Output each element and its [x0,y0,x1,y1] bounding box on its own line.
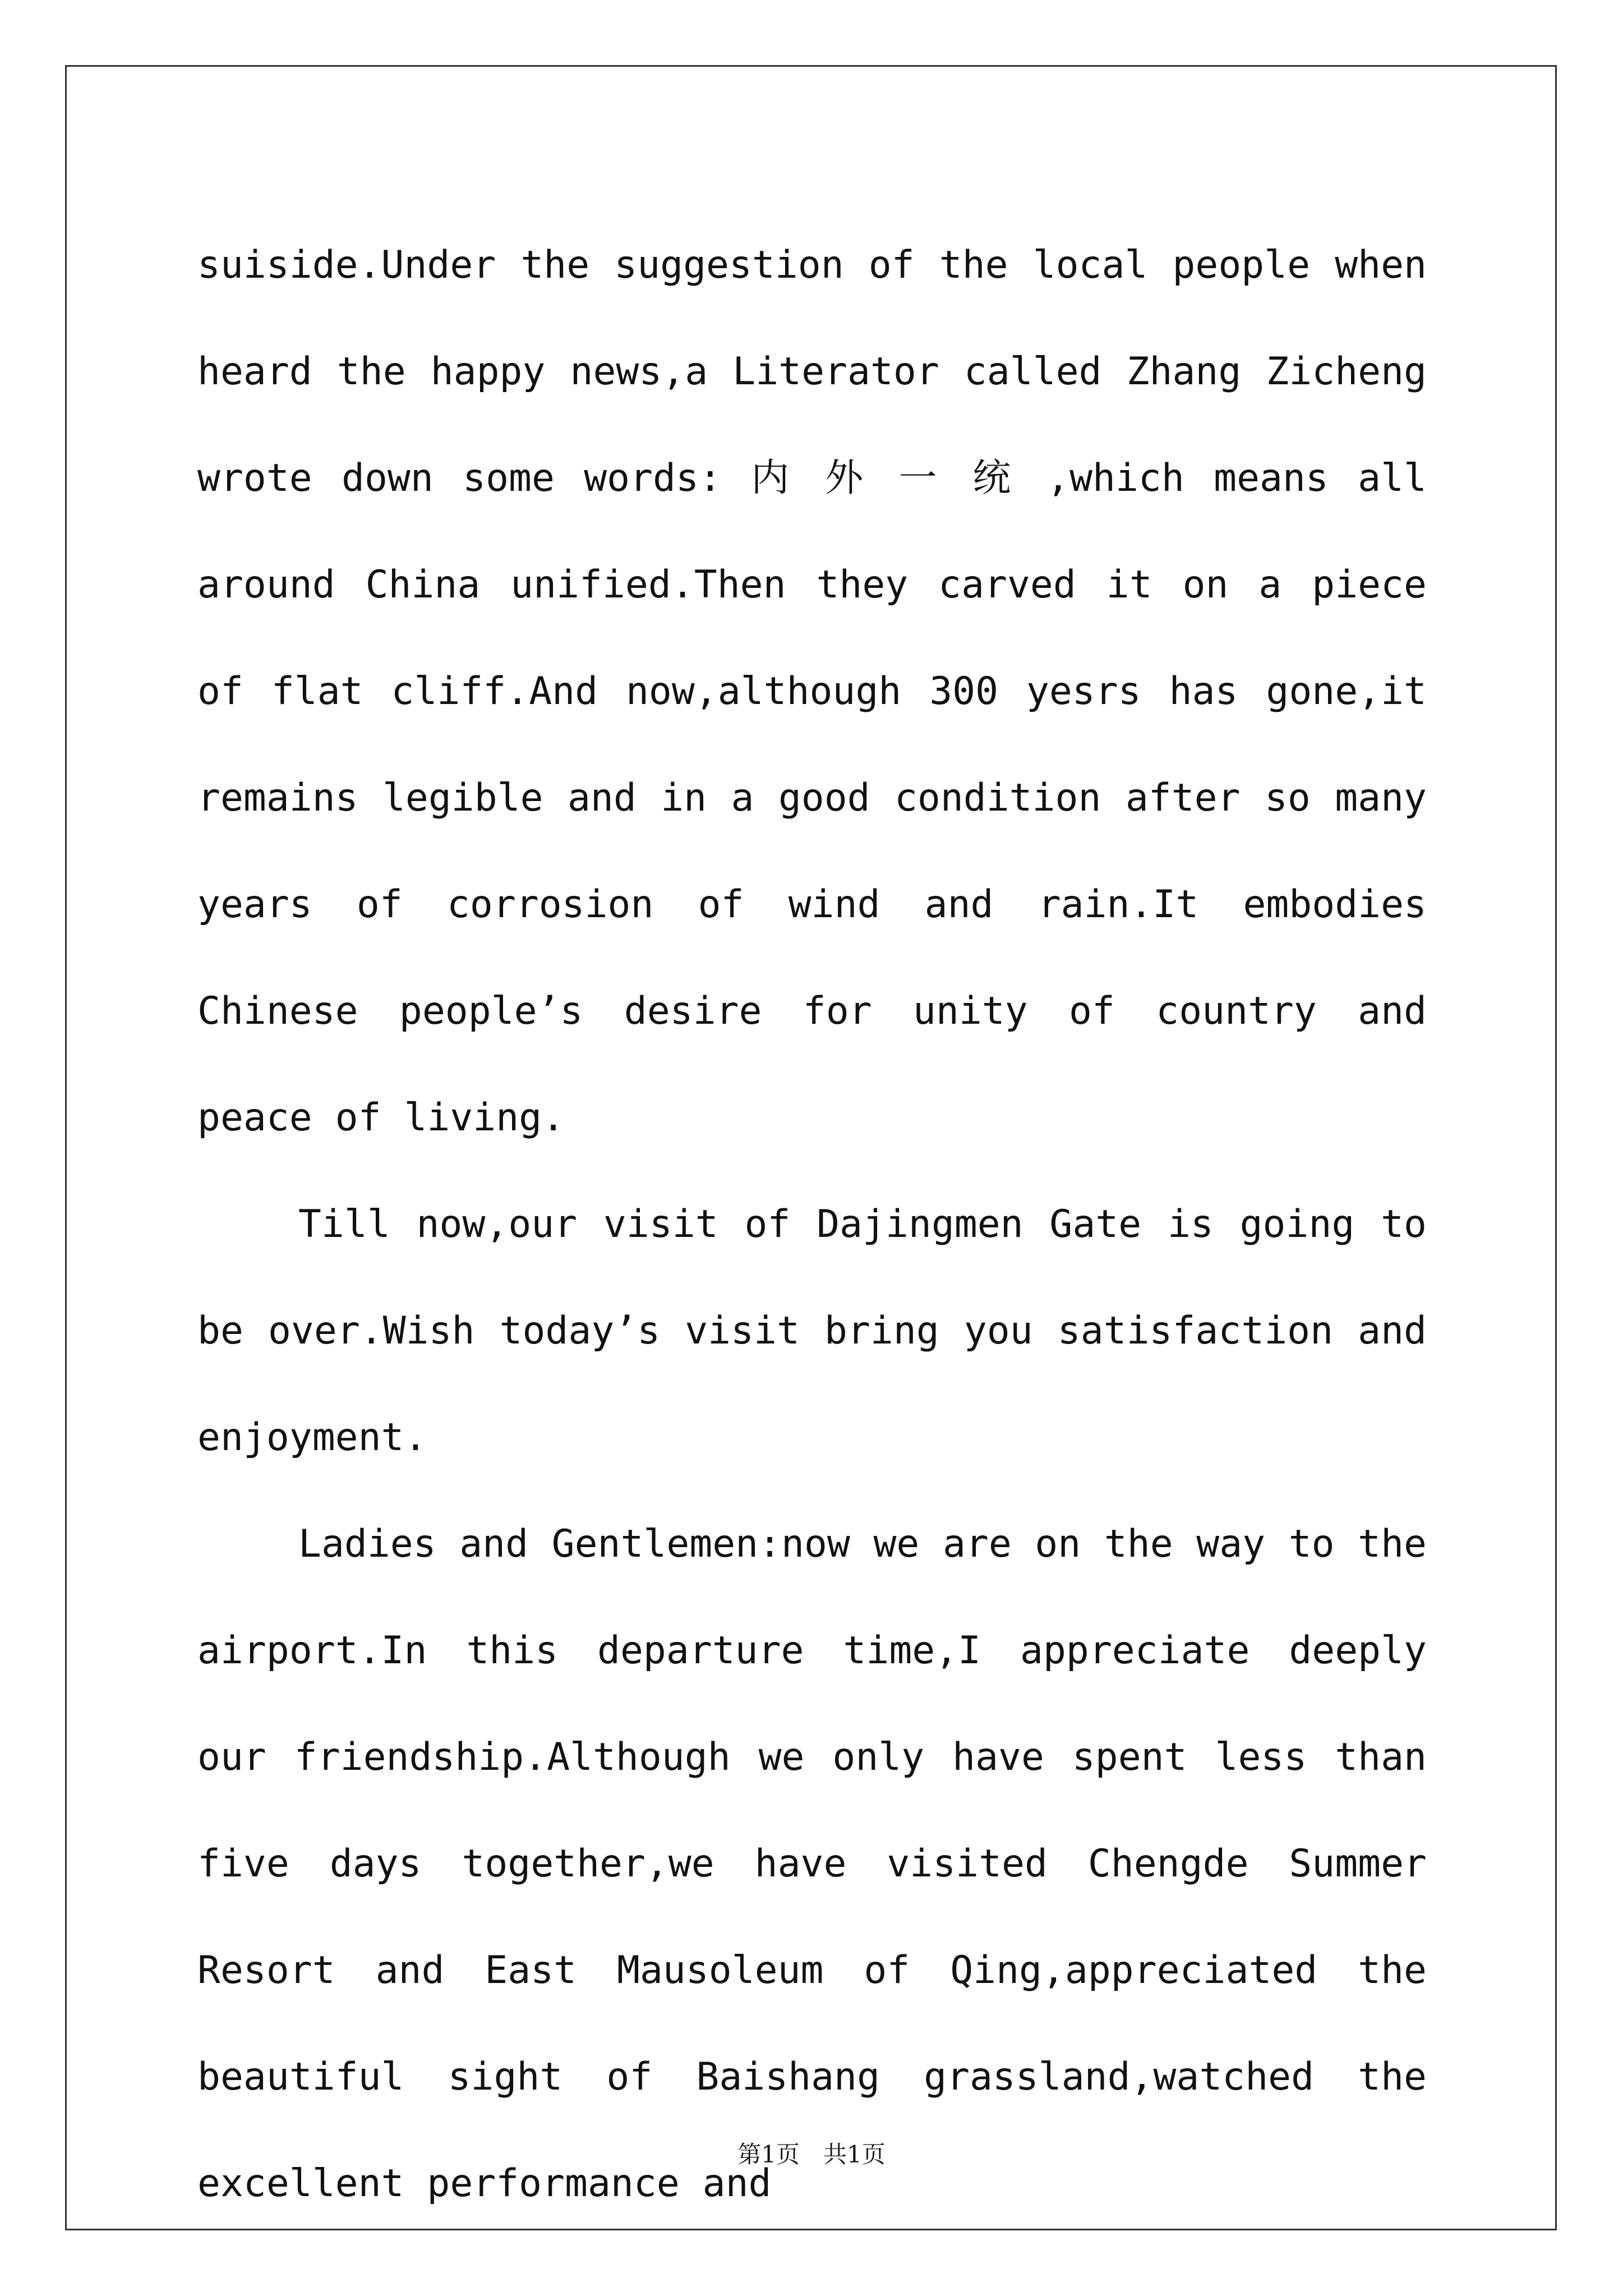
paragraph-2: Till now,our visit of Dajingmen Gate is going to be over.Wish today’s visit bring you satisfaction and enjoyment. [197,1202,1427,1460]
paragraph-1: suiside.Under the suggestion of the local people when heard the happy news,a Literator called Zhang Zicheng wrote down some words: 内 外 一 统 ,which means all around China unified.Then they carved it on a piece of flat cliff.And now,although 300 yesrs has gone,it remains legible and in a good condition after so many years of corrosion of wind and rain.It embodies Chinese people’s desire for unity of country and peace of living. [197,243,1427,1140]
document-body [197,212,1427,2237]
page-number-footer: 第1页 共1页 [737,2141,886,2168]
paragraph-3: Ladies and Gentlemen:now we are on the way to the airport.In this departure time,I appreciate deeply our friendship.Although we only have spent less than five days together,we have visited Chengde Summer Resort and East Mausoleum of Qing,appreciated the beautiful sight of Baishang grassland,watched the excellent performance and [197,1522,1427,2206]
